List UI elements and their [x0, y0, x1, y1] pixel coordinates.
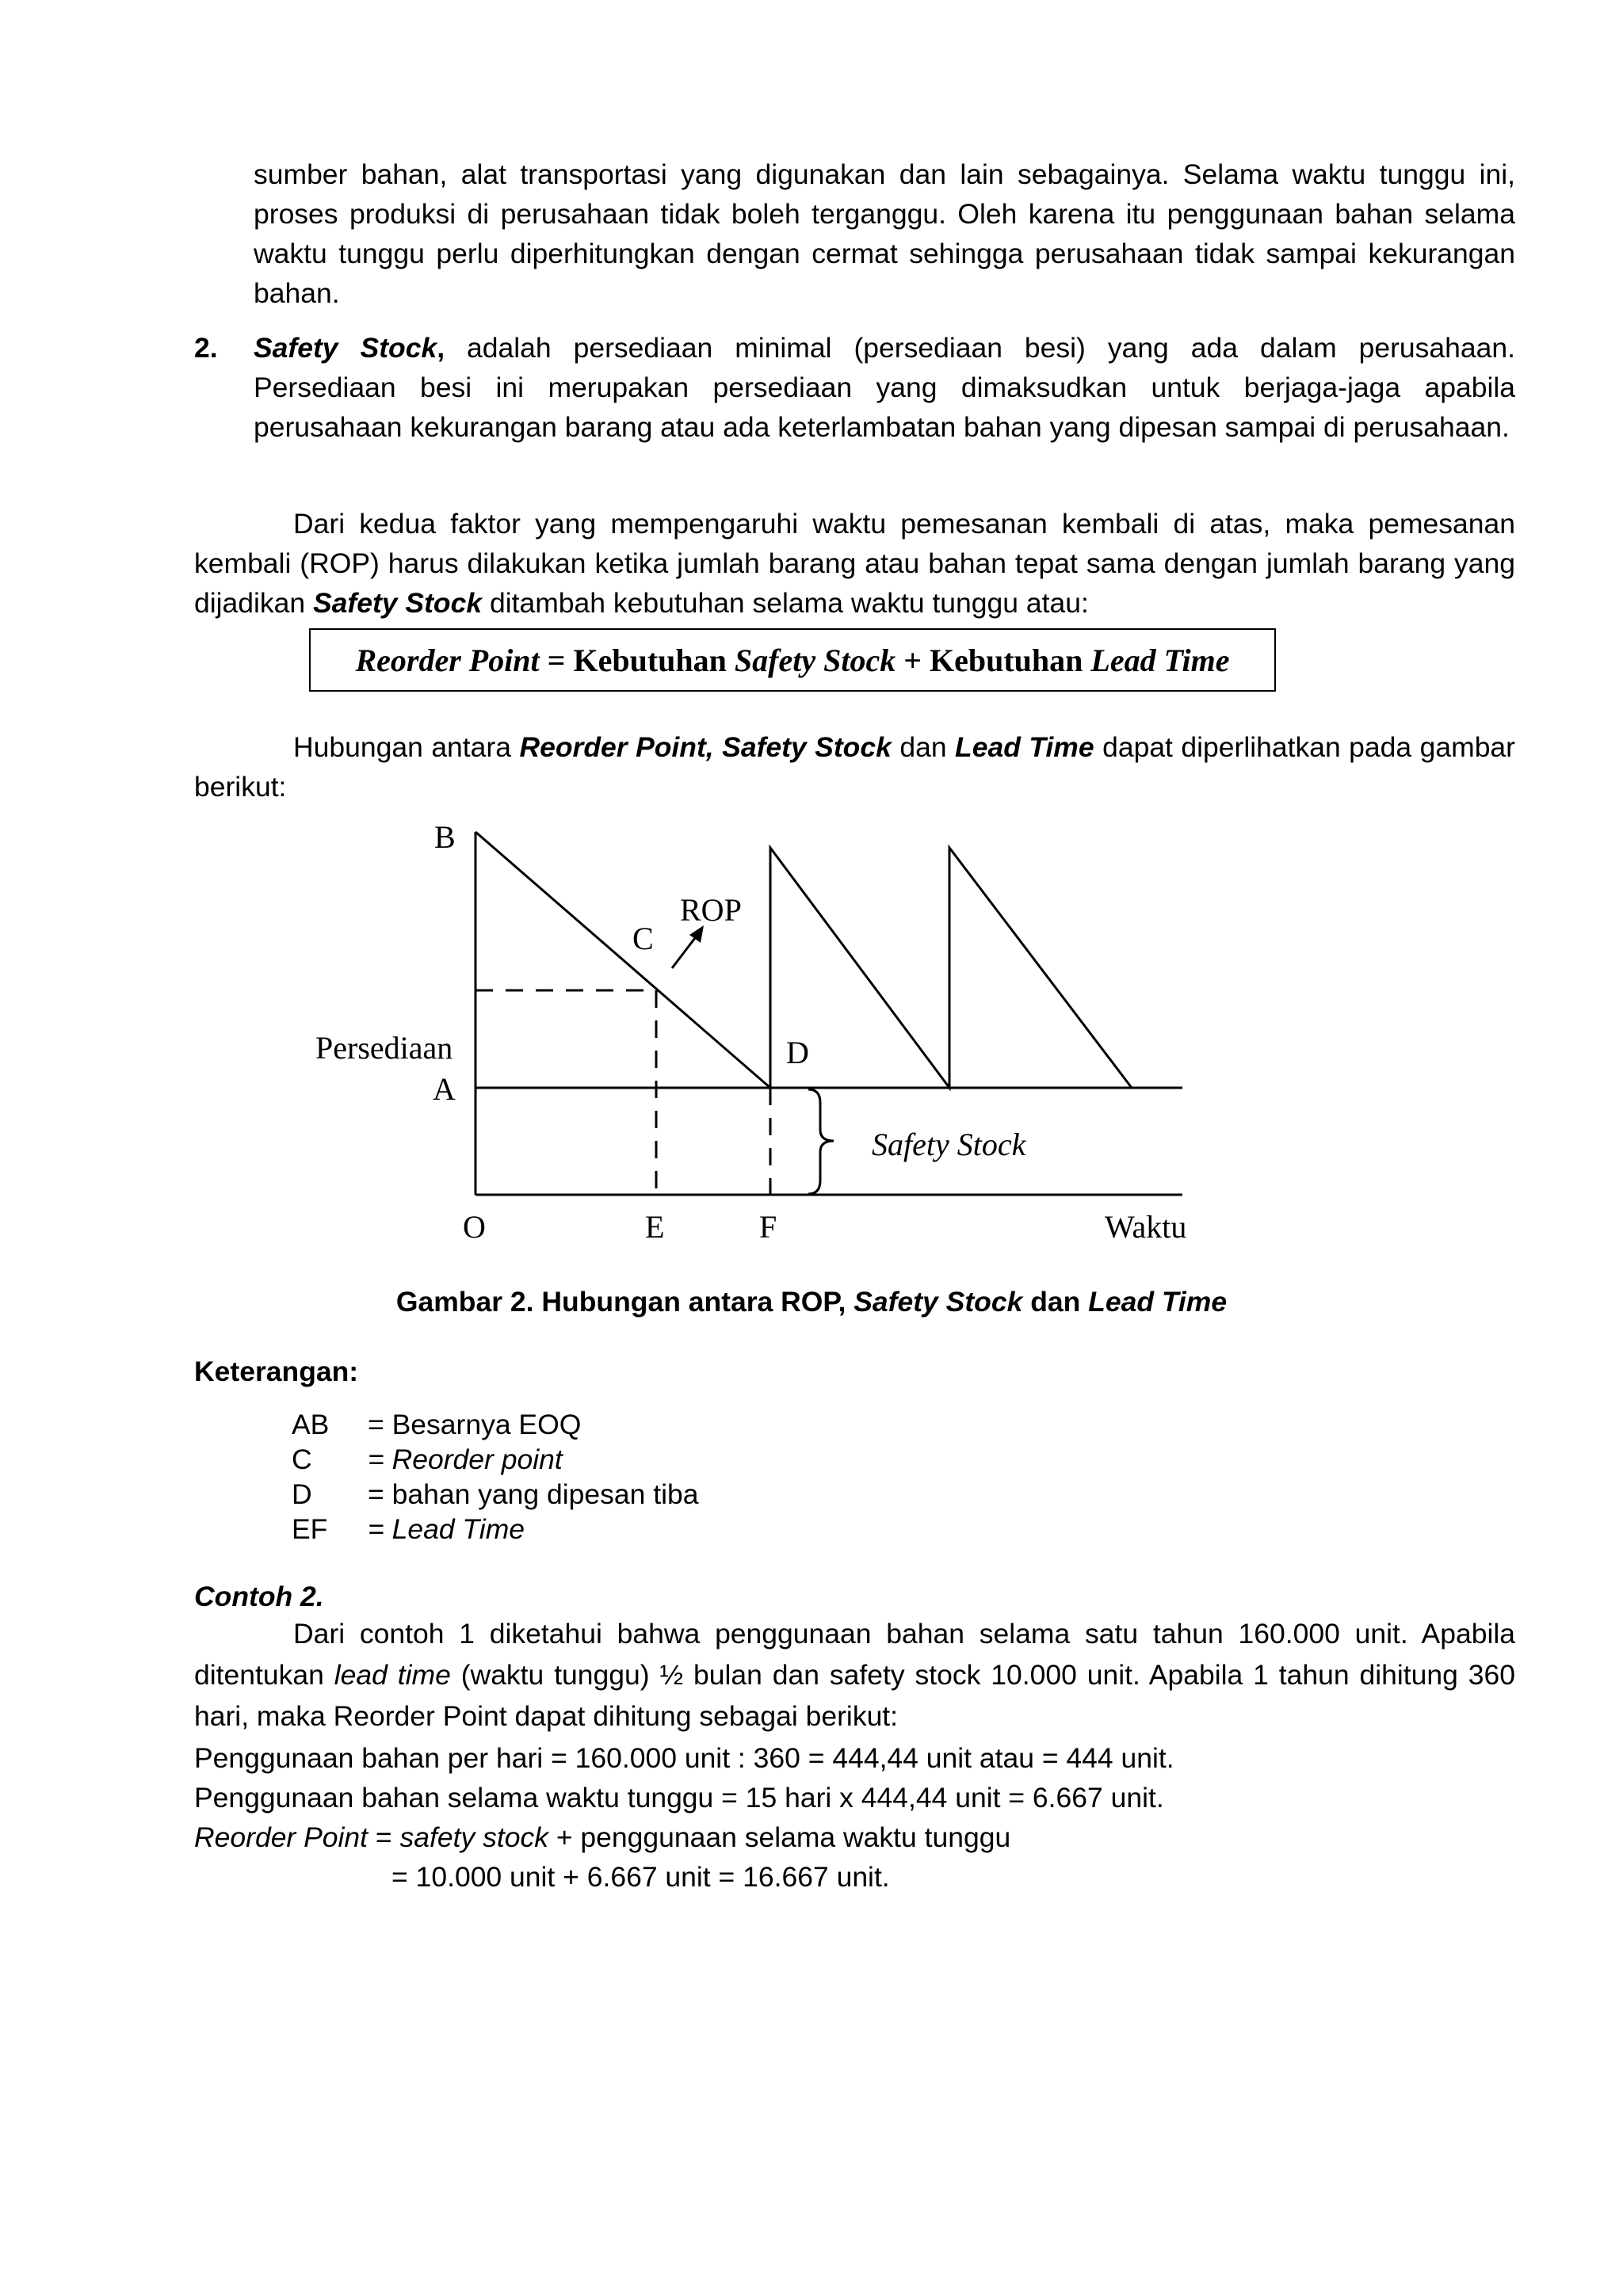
figure-caption — [0, 1282, 1623, 1322]
keterangan-item — [292, 1407, 581, 1442]
formula-term-lead-time: Lead Time — [1090, 642, 1230, 678]
text-segment: ditambah kebutuhan selama waktu tunggu atau: — [482, 587, 1089, 619]
keterangan-value: = Reorder point — [368, 1444, 563, 1475]
definition-text: adalah persediaan minimal (persediaan besi) yang ada dalam perusahaan. Persediaan besi ini merupakan persediaan yang dimaksudkan untuk berjaga-jaga apabila perusahaan kekurangan barang atau ada keterlambatan bahan yang dipesan sampai di perusahaan. — [254, 332, 1515, 443]
keterangan-value: = Besarnya EOQ — [368, 1409, 582, 1440]
term-safety-stock: Safety Stock — [313, 587, 483, 619]
keterangan-key: C — [292, 1444, 312, 1475]
text-segment: + penggunaan selama waktu tunggu — [548, 1821, 1011, 1853]
label-f: F — [759, 1209, 777, 1245]
label-b: B — [434, 819, 456, 855]
caption-text: dan — [1022, 1286, 1089, 1318]
text-segment: (waktu tunggu) ½ bulan dan safety stock 10.000 unit. Apabila 1 tahun dihitung 360 hari, maka Reorder Point dapat dihitung sebagai berikut: — [194, 1659, 1516, 1732]
keterangan-heading: Keterangan: — [194, 1356, 359, 1387]
comma: , — [437, 332, 445, 364]
caption-term-lead-time: Lead Time — [1088, 1286, 1228, 1318]
text-segment: Hubungan antara — [293, 731, 520, 763]
safety-stock-brace — [808, 1089, 834, 1194]
formula-box — [309, 628, 1276, 692]
formula-term-reorder-point: Reorder Point — [355, 642, 540, 678]
label-rop: ROP — [680, 892, 742, 928]
keterangan-value: = Lead Time — [368, 1513, 525, 1545]
label-e: E — [645, 1209, 665, 1245]
term-rop-safety-stock: Reorder Point, Safety Stock — [519, 731, 892, 763]
label-c: C — [632, 921, 654, 956]
keterangan-key: EF — [292, 1513, 328, 1545]
paragraph-safety-stock-definition — [254, 328, 1515, 447]
paragraph-figure-intro — [194, 727, 1515, 807]
keterangan-item — [292, 1477, 698, 1512]
rop-term-safety-stock: safety stock — [399, 1821, 548, 1853]
rop-label: Reorder Point — [194, 1821, 369, 1853]
label-a: A — [433, 1071, 456, 1107]
keterangan-item — [292, 1442, 563, 1477]
list-number: 2. — [194, 332, 218, 364]
calc-line-rop-formula — [194, 1817, 1010, 1857]
text-segment: dapat diperlihatkan pada gambar berikut: — [194, 731, 1515, 803]
rop-arrow-head — [689, 925, 704, 943]
calc-line-lead-time-usage: Penggunaan bahan selama waktu tunggu = 15 hari x 444,44 unit = 6.667 unit. — [194, 1782, 1164, 1814]
label-safety-stock: Safety Stock — [872, 1127, 1026, 1162]
rop-diagram — [301, 816, 1205, 1260]
caption-term-safety-stock: Safety Stock — [854, 1286, 1023, 1318]
term-safety-stock: Safety Stock — [254, 332, 437, 364]
term-lead-time: lead time — [334, 1659, 451, 1691]
label-d: D — [786, 1035, 809, 1070]
term-lead-time: Lead Time — [955, 731, 1094, 763]
label-o: O — [463, 1209, 486, 1245]
text-segment: Dari kedua faktor yang mempengaruhi waktu pemesanan kembali di atas, maka pemesanan kembali (ROP) harus dilakukan ketika jumlah barang atau bahan tepat sama dengan jumlah barang yang dijadikan — [194, 508, 1515, 619]
contoh-heading: Contoh 2. — [194, 1581, 324, 1612]
calc-line-daily-usage: Penggunaan bahan per hari = 160.000 unit : 360 = 444,44 unit atau = 444 unit. — [194, 1742, 1174, 1774]
rop-arrow-line — [672, 935, 697, 968]
keterangan-key: D — [292, 1478, 312, 1510]
formula-text: + Kebutuhan — [896, 642, 1091, 678]
keterangan-value: = bahan yang dipesan tiba — [368, 1478, 699, 1510]
keterangan-item — [292, 1512, 525, 1547]
text-segment: Dari contoh 1 diketahui bahwa penggunaan bahan selama satu tahun 160.000 unit. Apabila ditentukan — [194, 1618, 1515, 1691]
paragraph-rop-explanation — [194, 504, 1515, 623]
contoh-paragraph — [194, 1613, 1515, 1737]
keterangan-key: AB — [292, 1409, 330, 1440]
text-segment: dan — [891, 731, 956, 763]
calc-line-rop-result: = 10.000 unit + 6.667 unit = 16.667 unit. — [391, 1861, 890, 1893]
formula-text: = Kebutuhan — [539, 642, 735, 678]
label-waktu: Waktu — [1105, 1209, 1187, 1245]
paragraph-lead-time-continuation: sumber bahan, alat transportasi yang digunakan dan lain sebagainya. Selama waktu tunggu ini, proses produksi di perusahaan tidak boleh terganggu. Oleh karena itu penggunaan bahan selama waktu tunggu perlu diperhitungkan dengan cermat sehingga perusahaan tidak sampai kekurangan bahan. — [254, 158, 1515, 309]
text-segment: = — [368, 1821, 400, 1853]
caption-text: Gambar 2. Hubungan antara ROP, — [395, 1286, 854, 1318]
formula-term-safety-stock: Safety Stock — [734, 642, 896, 678]
label-persediaan: Persediaan — [315, 1030, 453, 1066]
